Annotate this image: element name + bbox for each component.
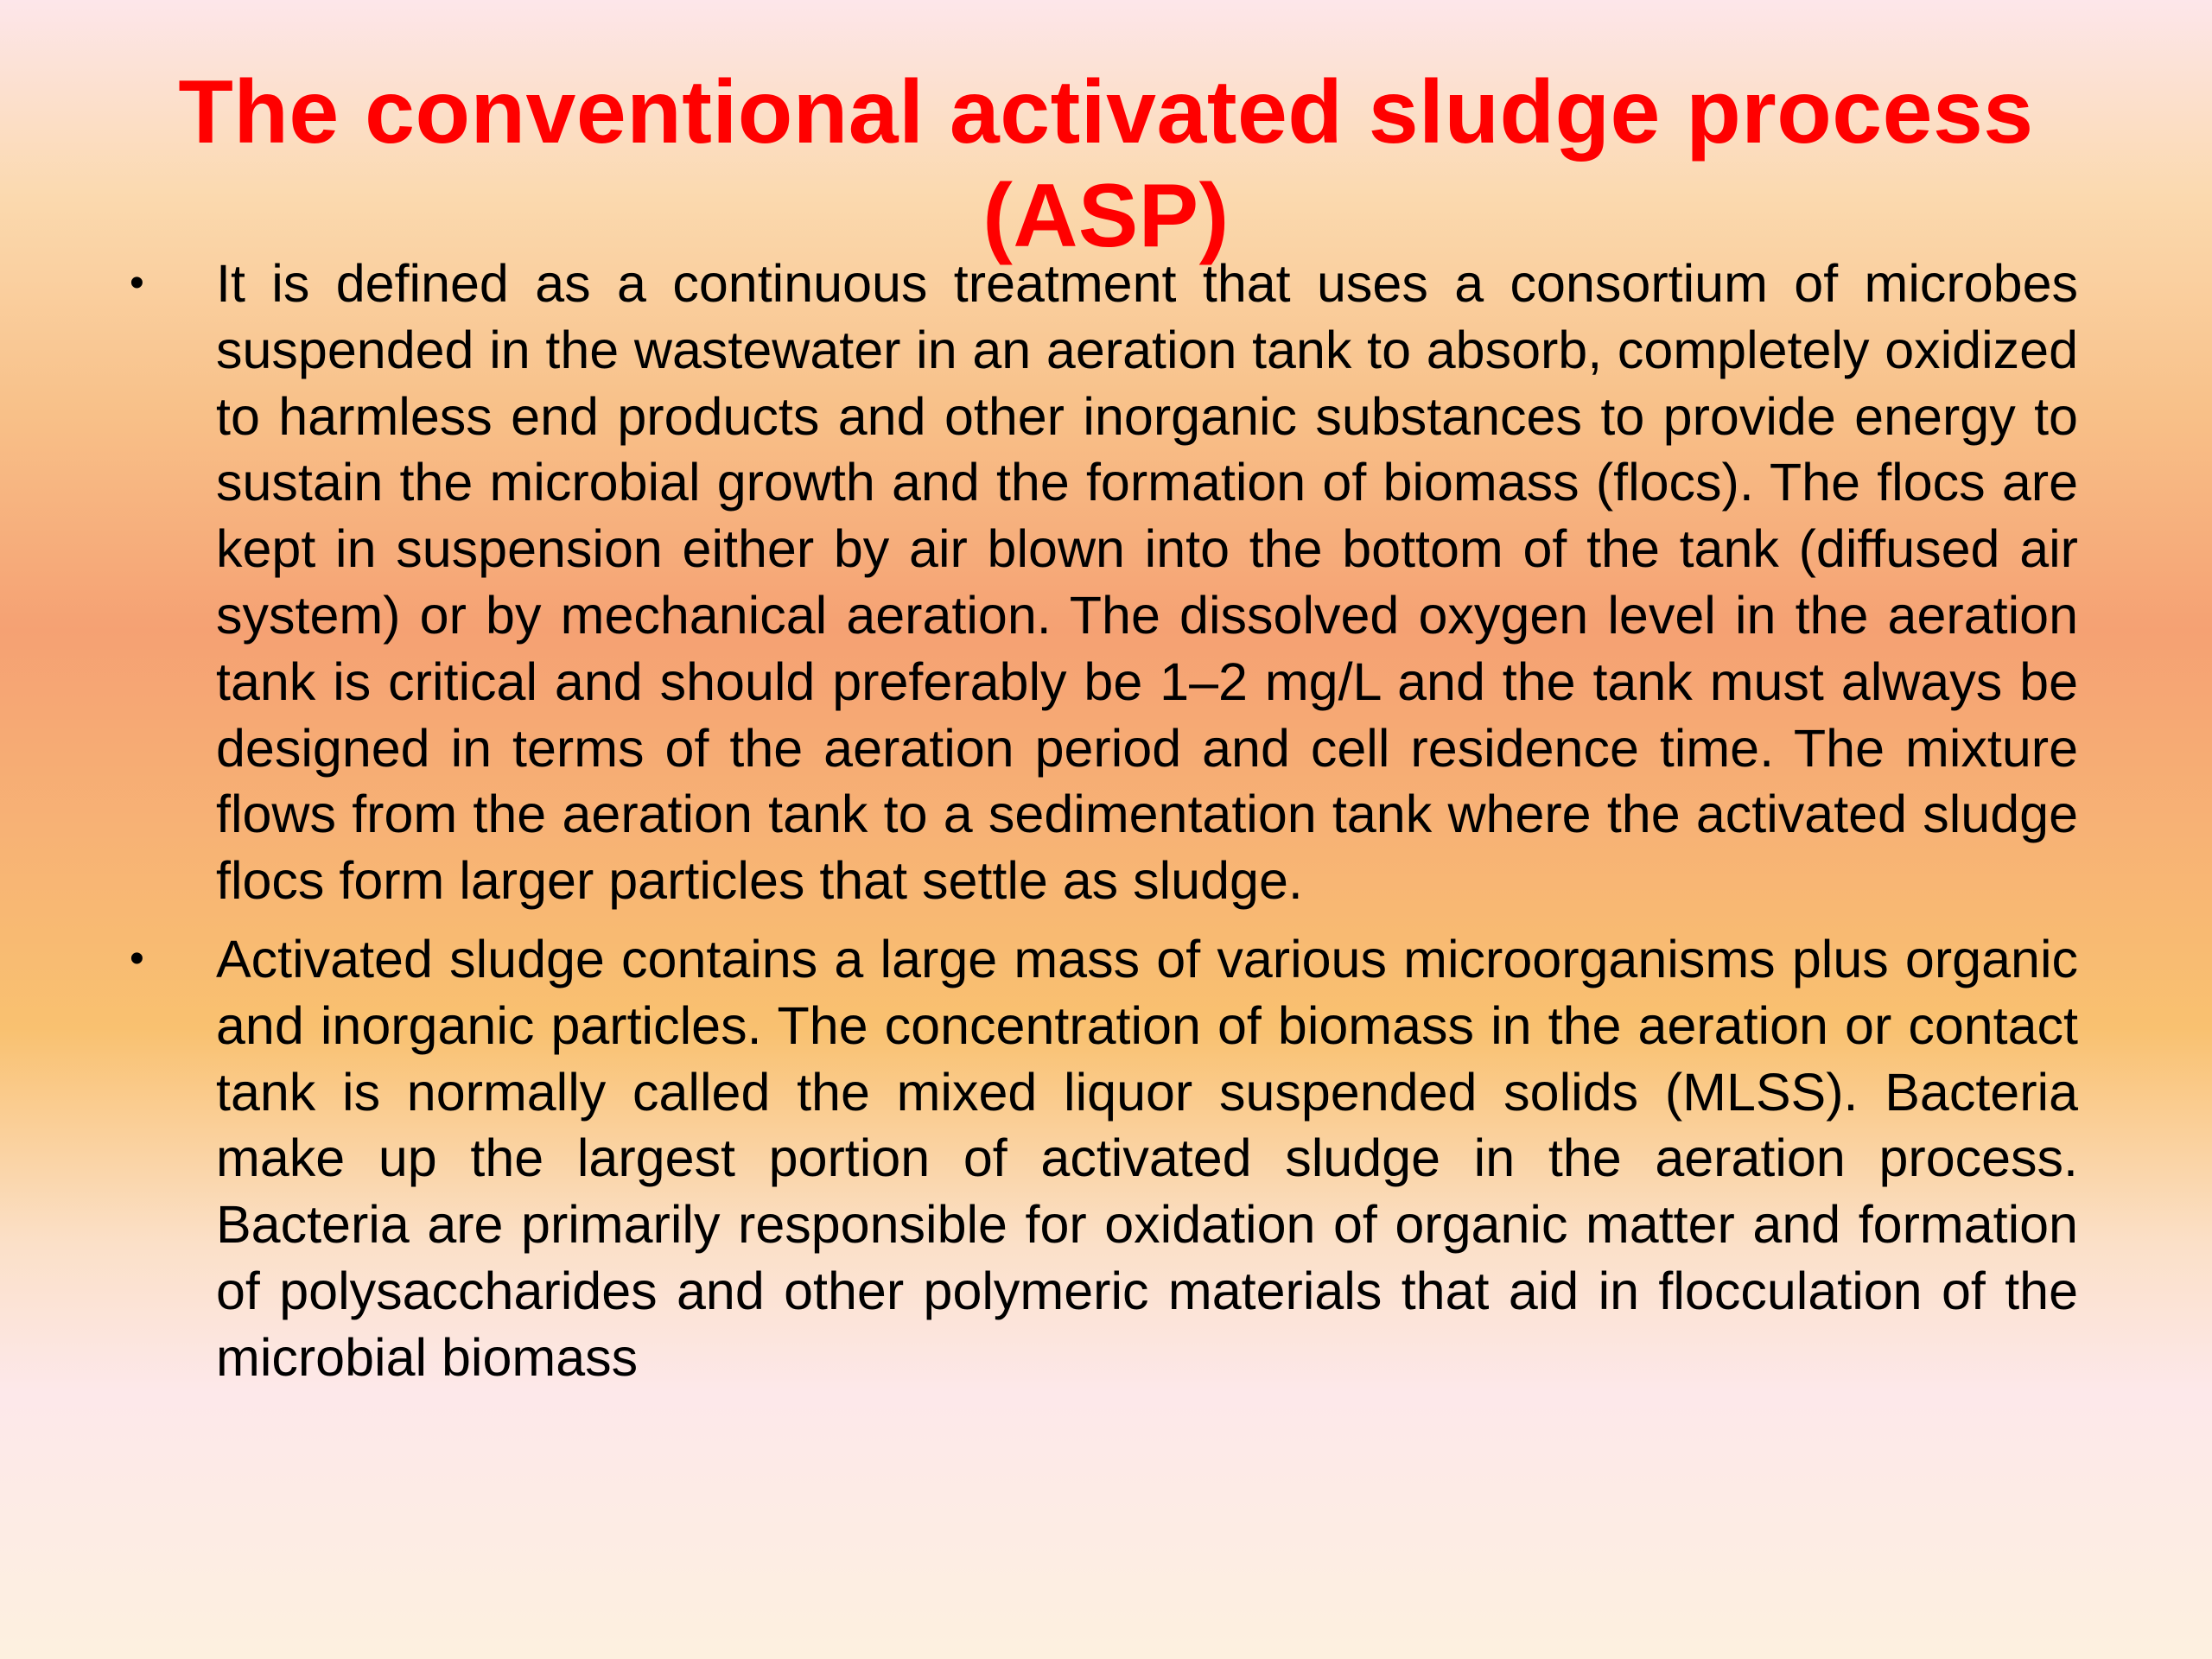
- bullet-text: Activated sludge contains a large mass of various microorganisms plus organic and inorganic particles. The concentration of biomass in the aeration or contact tank is normally called the mixed liquor suspended solids (MLSS). Bacteria make up the largest portion of activated sludge in the aeration process. Bacteria are primarily responsible for oxidation of organic matter and formation of polysaccharides and other polymeric materials that aid in flocculation of the microbial biomass: [216, 929, 2078, 1387]
- bullet-list: [130, 251, 2078, 1403]
- bullet-marker: •: [130, 260, 144, 306]
- bullet-text: It is defined as a continuous treatment that uses a consortium of microbes suspended in the wastewater in an aeration tank to absorb, completely oxidized to harmless end products and other inorganic substances to provide energy to sustain the microbial growth and the formation of biomass (flocs). The flocs are kept in suspension either by air blown into the bottom of the tank (diffused air system) or by mechanical aeration. The dissolved oxygen level in the aeration tank is critical and should preferably be 1–2 mg/L and the tank must always be designed in terms of the aeration period and cell residence time. The mixture flows from the aeration tank to a sedimentation tank where the activated sludge flocs form larger particles that settle as sludge.: [216, 254, 2078, 911]
- bullet-item: [130, 251, 2078, 914]
- slide-title: The conventional activated sludge process (ASP): [178, 62, 2034, 266]
- bullet-item: [130, 926, 2078, 1391]
- bullet-marker: •: [130, 935, 144, 982]
